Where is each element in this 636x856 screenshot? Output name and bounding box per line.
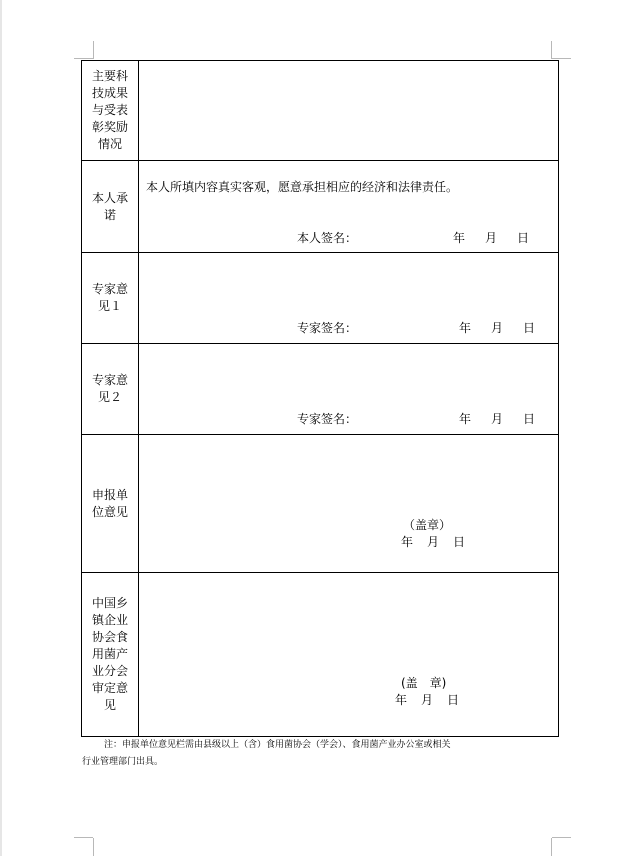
- crop-mark-bottom-right-h: [552, 837, 571, 838]
- date-day-label: 日: [453, 535, 466, 549]
- date-day-label: 日: [523, 321, 536, 335]
- seal-label: (盖 章): [401, 676, 447, 690]
- date-month-label: 月: [485, 231, 498, 245]
- crop-mark-bottom-right: [551, 838, 552, 856]
- row-label-association-review: 中国乡镇企业协会食用菌产业分会审定意见: [82, 573, 139, 737]
- row-label-expert-2: 专家意见２: [82, 344, 139, 435]
- row-label-applicant-unit: 申报单位意见: [82, 435, 139, 573]
- table-row-expert-opinion-2: [82, 344, 559, 435]
- date-month-label: 月: [491, 321, 504, 335]
- row-label-expert-1: 专家意见１: [82, 253, 139, 344]
- application-form-table: [81, 60, 559, 737]
- pledge-statement: 本人所填内容真实客观，愿意承担相应的经济和法律责任。: [146, 180, 459, 194]
- expert-2-signature-label: 专家签名：: [297, 412, 358, 426]
- date-year-label: 年: [459, 412, 472, 426]
- crop-mark-top-left: [93, 41, 94, 59]
- date-month-label: 月: [427, 535, 440, 549]
- association-review-field[interactable]: [139, 573, 559, 737]
- row-label-pledge: 本人承诺: [82, 161, 139, 253]
- row-label-achievements: 主要科技成果与受表彰奖励情况: [82, 61, 139, 161]
- crop-mark-top-right-h: [552, 58, 571, 59]
- date-day-label: 日: [447, 693, 460, 707]
- date-day-label: 日: [523, 412, 536, 426]
- crop-mark-top-left-h: [74, 58, 93, 59]
- seal-label: （盖章）: [403, 518, 452, 532]
- date-year-label: 年: [453, 231, 466, 245]
- date-year-label: 年: [401, 535, 414, 549]
- table-row-association-review: [82, 573, 559, 737]
- date-month-label: 月: [491, 412, 504, 426]
- expert-opinion-2-field[interactable]: [139, 344, 559, 435]
- date-day-label: 日: [517, 231, 530, 245]
- crop-mark-bottom-left-h: [74, 837, 93, 838]
- footnote-line-1: 注：申报单位意见栏需由县级以上（含）食用菌协会（学会）、食用菌产业办公室或相关: [104, 740, 451, 750]
- footnote-line-2: 行业管理部门出具。: [82, 757, 164, 767]
- table-row-expert-opinion-1: [82, 253, 559, 344]
- achievements-field[interactable]: [139, 61, 559, 161]
- table-row-personal-pledge: [82, 161, 559, 253]
- personal-signature-label: 本人签名：: [297, 231, 358, 245]
- applicant-unit-opinion-field[interactable]: [139, 435, 559, 573]
- table-row-achievements: [82, 61, 559, 161]
- date-year-label: 年: [459, 321, 472, 335]
- date-year-label: 年: [395, 693, 408, 707]
- date-month-label: 月: [421, 693, 434, 707]
- expert-opinion-1-field[interactable]: [139, 253, 559, 344]
- pledge-field[interactable]: [139, 161, 559, 253]
- page-edge: [0, 0, 2, 856]
- expert-1-signature-label: 专家签名：: [297, 321, 358, 335]
- crop-mark-top-right: [551, 41, 552, 59]
- crop-mark-bottom-left: [93, 838, 94, 856]
- footnote: [82, 737, 558, 771]
- table-row-applicant-unit-opinion: [82, 435, 559, 573]
